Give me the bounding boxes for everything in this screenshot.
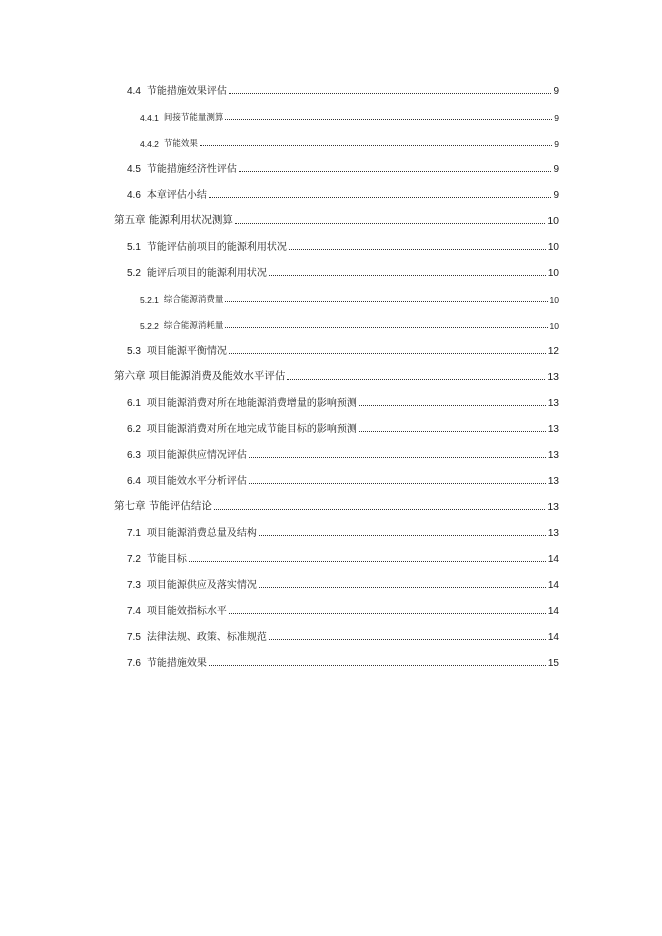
dot-leader [249, 457, 546, 458]
dot-leader [229, 353, 546, 354]
toc-entry-title: 节能目标 [146, 554, 187, 565]
toc-entry[interactable] [127, 393, 559, 409]
toc-entry-number: 5.1 [127, 242, 141, 253]
toc-entry[interactable] [127, 81, 559, 97]
toc-entry-title: 项目能源平衡情况 [146, 346, 227, 357]
toc-entry-page-number: 9 [553, 164, 559, 175]
toc-entry-number: 6.4 [127, 476, 141, 487]
toc-entry[interactable] [140, 315, 559, 331]
toc-entry-number: 6.2 [127, 424, 141, 435]
toc-entry-number: 5.2 [127, 268, 141, 279]
toc-entry[interactable] [114, 497, 559, 513]
toc-entry-number: 5.2.1 [140, 295, 159, 305]
toc-entry-page-number: 13 [547, 450, 559, 461]
toc-entry-page-number: 14 [547, 580, 559, 591]
toc-entry-page-number: 14 [547, 632, 559, 643]
toc-entry[interactable] [127, 341, 559, 357]
toc-entry-number: 4.6 [127, 190, 141, 201]
toc-entry[interactable] [127, 185, 559, 201]
toc-entry-number: 7.2 [127, 554, 141, 565]
toc-entry-number: 6.3 [127, 450, 141, 461]
toc-entry-number: 4.5 [127, 164, 141, 175]
toc-entry[interactable] [127, 445, 559, 461]
toc-entry-page-number: 13 [547, 398, 559, 409]
toc-entry[interactable] [127, 263, 559, 279]
toc-entry[interactable] [127, 419, 559, 435]
toc-entry-title: 法律法规、政策、标准规范 [146, 632, 267, 643]
dot-leader [359, 405, 546, 406]
toc-entry[interactable] [127, 627, 559, 643]
toc-entry-title: 综合能源消费量 [163, 295, 224, 305]
dot-leader [239, 171, 552, 172]
dot-leader [259, 587, 546, 588]
toc-entry-page-number: 10 [549, 295, 559, 305]
toc-entry-page-number: 13 [547, 371, 559, 383]
dot-leader [200, 145, 552, 146]
toc-entry[interactable] [127, 549, 559, 565]
dot-leader [225, 301, 547, 302]
toc-entry-number: 5.2.2 [140, 321, 159, 331]
dot-leader [209, 197, 552, 198]
toc-entry-number: 4.4.2 [140, 139, 159, 149]
dot-leader [359, 431, 546, 432]
toc-entry-title: 项目能效水平分析评估 [146, 476, 247, 487]
dot-leader [269, 275, 546, 276]
toc-entry-page-number: 15 [547, 658, 559, 669]
toc-entry[interactable] [114, 211, 559, 227]
toc-entry-page-number: 10 [547, 242, 559, 253]
toc-entry-page-number: 14 [547, 606, 559, 617]
toc-entry[interactable] [127, 471, 559, 487]
toc-entry-title: 节能措施效果评估 [146, 86, 227, 97]
toc-entry-number: 7.6 [127, 658, 141, 669]
toc-entry-title: 节能措施经济性评估 [146, 164, 237, 175]
toc-entry-page-number: 12 [547, 346, 559, 357]
toc-entry[interactable] [140, 133, 559, 149]
dot-leader [225, 327, 547, 328]
dot-leader [259, 535, 546, 536]
dot-leader [235, 223, 545, 224]
toc-entry[interactable] [114, 367, 559, 383]
toc-entry-title: 第六章 项目能源消费及能效水平评估 [114, 370, 286, 382]
dot-leader [229, 613, 546, 614]
toc-entry-page-number: 9 [554, 113, 559, 123]
toc-entry[interactable] [127, 575, 559, 591]
toc-entry[interactable] [140, 107, 559, 123]
toc-entry-number: 4.4.1 [140, 113, 159, 123]
dot-leader [214, 509, 545, 510]
toc-entry-number: 6.1 [127, 398, 141, 409]
toc-entry-page-number: 9 [553, 86, 559, 97]
toc-entry-title: 第七章 节能评估结论 [114, 500, 212, 512]
toc-entry[interactable] [140, 289, 559, 305]
toc-entry[interactable] [127, 601, 559, 617]
toc-entry-number: 7.5 [127, 632, 141, 643]
dot-leader [269, 639, 546, 640]
toc-entry-page-number: 14 [547, 554, 559, 565]
toc-entry-title: 项目能源消费对所在地能源消费增量的影响预测 [146, 398, 357, 409]
dot-leader [289, 249, 546, 250]
toc-entry-title: 项目能源供应情况评估 [146, 450, 247, 461]
toc-entry-title: 项目能源消费对所在地完成节能目标的影响预测 [146, 424, 357, 435]
toc-entry-title: 项目能源消费总量及结构 [146, 528, 257, 539]
toc-entry-page-number: 13 [547, 476, 559, 487]
toc-entry-number: 4.4 [127, 86, 141, 97]
toc-entry-title: 能评后项目的能源利用状况 [146, 268, 267, 279]
toc-entry-title: 项目能效指标水平 [146, 606, 227, 617]
toc-entry-page-number: 10 [547, 215, 559, 227]
toc-entry-number: 7.3 [127, 580, 141, 591]
toc-entry-title: 节能效果 [163, 139, 198, 149]
toc-entry[interactable] [127, 523, 559, 539]
toc-entry-title: 综合能源消耗量 [163, 321, 224, 331]
dot-leader [229, 93, 552, 94]
toc-entry-page-number: 10 [547, 268, 559, 279]
toc-entry-page-number: 9 [553, 190, 559, 201]
toc-entry-number: 7.4 [127, 606, 141, 617]
toc-entry-title: 间接节能量测算 [163, 113, 224, 123]
toc-entry-title: 本章评估小结 [146, 190, 207, 201]
toc-entry-title: 节能评估前项目的能源利用状况 [146, 242, 287, 253]
toc-entry-title: 节能措施效果 [146, 658, 207, 669]
toc-entry-page-number: 13 [547, 424, 559, 435]
toc-entry[interactable] [127, 159, 559, 175]
toc-entry[interactable] [127, 653, 559, 669]
toc-entry-number: 7.1 [127, 528, 141, 539]
dot-leader [249, 483, 546, 484]
toc-entry-title: 项目能源供应及落实情况 [146, 580, 257, 591]
dot-leader [225, 119, 552, 120]
dot-leader [189, 561, 546, 562]
toc-entry-title: 第五章 能源利用状况测算 [114, 214, 233, 226]
toc-entry-number: 5.3 [127, 346, 141, 357]
toc-entry-page-number: 13 [547, 501, 559, 513]
toc-entry-page-number: 10 [549, 321, 559, 331]
toc-entry[interactable] [127, 237, 559, 253]
dot-leader [209, 665, 546, 666]
dot-leader [287, 379, 545, 380]
toc-entry-page-number: 9 [554, 139, 559, 149]
toc-entry-page-number: 13 [547, 528, 559, 539]
